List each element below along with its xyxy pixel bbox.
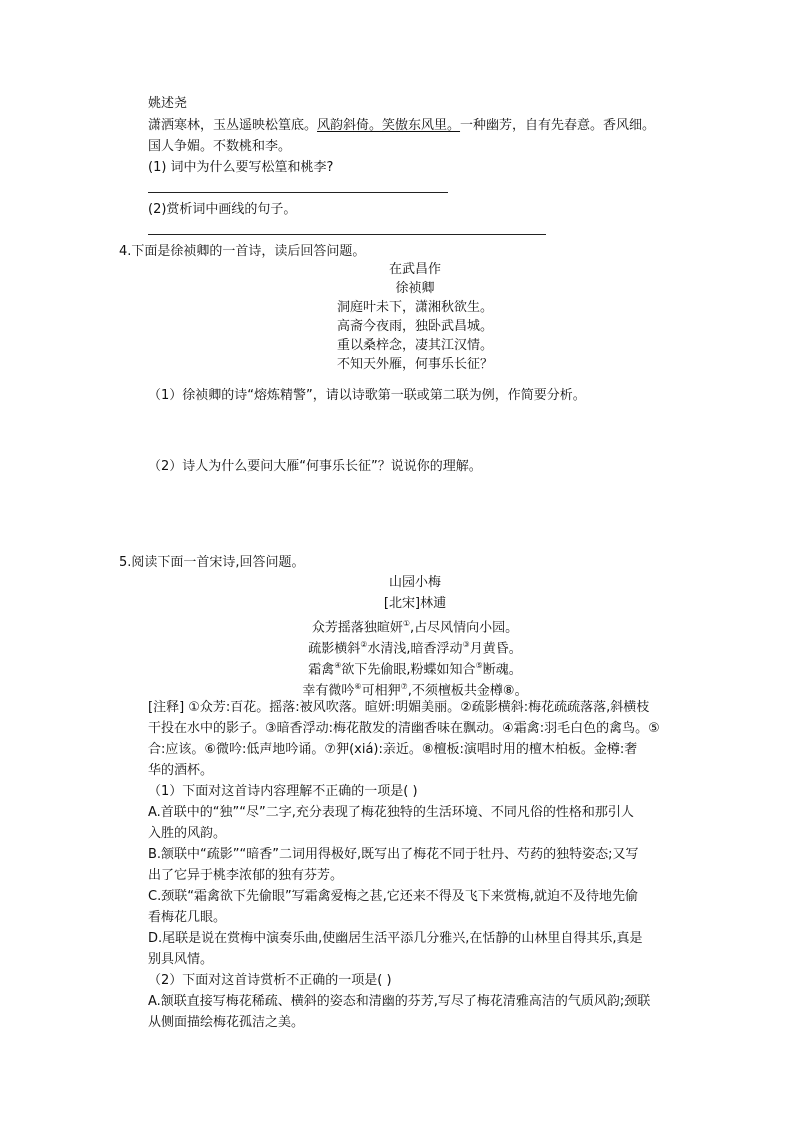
q5-sub-question-2: （2）下面对这首诗赏析不正确的一项是( ) (148, 973, 392, 988)
q4-poem-title: 在武昌作 (388, 262, 441, 277)
q4-poem-line: 洞庭叶未下，潇湘秋欲生。 (336, 300, 493, 315)
q3-sub-question-1: (1) 词中为什么要写松篁和桃李? (148, 160, 334, 175)
footnote-marker: ③ (462, 640, 470, 649)
q5-option-line: A.颔联直接写梅花稀疏、横斜的姿态和清幽的芬芳,写尽了梅花清雅高洁的气质风韵;颈联 (148, 994, 651, 1009)
poem-text: 欲下先偷眼,粉蝶如知合 (341, 662, 476, 678)
poem-text: 月黄昏。 (469, 641, 522, 657)
q5-poem-title: 山园小梅 (388, 575, 441, 590)
q5-option-line: B.颔联中“疏影”“暗香”二词用得极好,既写出了梅花不同于牡丹、芍药的独特姿态;又写 (148, 847, 639, 862)
q5-notes-line: [注释] ①众芳:百花。摇落:被风吹落。暄妍:明媚美丽。②疏影横斜:梅花疏疏落落,斜横枝 (148, 700, 650, 715)
poem-text: 水清浅,暗香浮动 (367, 641, 463, 657)
poem-text: ,占尽风情向小园。 (410, 620, 519, 636)
q5-notes-line: 干投在水中的影子。③暗香浮动:梅花散发的清幽香味在飘动。④霜禽:羽毛白色的禽鸟。⑤ (148, 721, 660, 736)
q4-poem-line: 高斋今夜雨，独卧武昌城。 (336, 319, 493, 334)
footnote-marker: ① (402, 619, 411, 628)
q4-sub-question-2: （2）诗人为什么要问大雁“何事乐长征”？说说你的理解。 (148, 459, 482, 474)
q3-answer-line-1[interactable] (148, 192, 448, 193)
q4-poem-author: 徐祯卿 (395, 281, 435, 296)
q5-option-line: 别具风情。 (148, 952, 214, 967)
q5-option-line: A.首联中的“独”“尽”二字,充分表现了梅花独特的生活环境、不同凡俗的性格和那引人 (148, 805, 634, 820)
footnote-marker: ⑦ (400, 682, 408, 691)
poem-text: ,不须檀板共金樽⑧。 (407, 683, 528, 699)
footnote-marker: ② (360, 640, 368, 649)
q5-notes-line: 华的酒杯。 (148, 763, 214, 778)
q3-answer-line-2[interactable] (148, 234, 546, 235)
poem-text: 霜禽 (308, 662, 335, 678)
poem-text: 幸有微吟 (302, 683, 355, 699)
q3-sub-question-2: (2)赏析词中画线的句子。 (148, 202, 297, 217)
q5-option-line: D.尾联是说在赏梅中演奏乐曲,使幽居生活平添几分雅兴,在恬静的山林里自得其乐,真是 (148, 931, 643, 946)
q3-poem-line-2: 国人争媚。不数桃和李。 (148, 139, 292, 154)
footnote-marker: ⑤ (475, 661, 483, 670)
q5-option-line: 出了它异于桃李浓郁的独有芬芳。 (148, 868, 344, 883)
footnote-marker: ⑥ (354, 682, 362, 691)
poem-text: 断魂。 (482, 662, 522, 678)
q3-poem-text: 一种幽芳，自有先春意。香风细。 (460, 118, 656, 133)
q4-heading: 4.下面是徐祯卿的一首诗，读后回答问题。 (119, 244, 366, 259)
q5-sub-question-1: （1）下面对这首诗内容理解不正确的一项是( ) (148, 784, 418, 799)
q5-option-line: 从侧面描绘梅花孤洁之美。 (148, 1015, 305, 1030)
q4-sub-question-1: （1）徐祯卿的诗“熔炼精警”，请以诗歌第一联或第二联为例，作简要分析。 (148, 388, 586, 403)
q3-poem-line-1 (148, 116, 655, 136)
poem-text: 疏影横斜 (308, 641, 361, 657)
poem-text: 可相狎 (361, 683, 401, 699)
q4-poem-line: 不知天外雁，何事乐长征？ (336, 357, 493, 372)
q3-author: 姚述尧 (148, 96, 188, 111)
q3-underlined-sentence: 风韵斜倚。笑傲东风里。 (317, 118, 461, 133)
q5-poem-author: [北宋]林逋 (383, 596, 447, 611)
q5-option-line: C.颈联“霜禽欲下先偷眼”写霜禽爱梅之甚,它还来不得及飞下来赏梅,就迫不及待地先偷 (148, 889, 638, 904)
q5-heading: 5.阅读下面一首宋诗,回答问题。 (119, 555, 305, 570)
q3-poem-text: 潇洒寒林，玉丛遥映松篁底。 (148, 118, 318, 133)
footnote-marker: ④ (334, 661, 342, 670)
q5-option-line: 看梅花几眼。 (148, 910, 227, 925)
q5-option-line: 入胜的风韵。 (148, 826, 227, 841)
q4-poem-line: 重以桑梓念，凄其江汉情。 (336, 338, 493, 353)
q5-notes-line: 合:应该。⑥微吟:低声地吟诵。⑦狎(xiá):亲近。⑧檀板:演唱时用的檀木柏板。金樽:奢 (148, 742, 638, 757)
poem-text: 众芳摇落独暄妍 (311, 620, 403, 636)
